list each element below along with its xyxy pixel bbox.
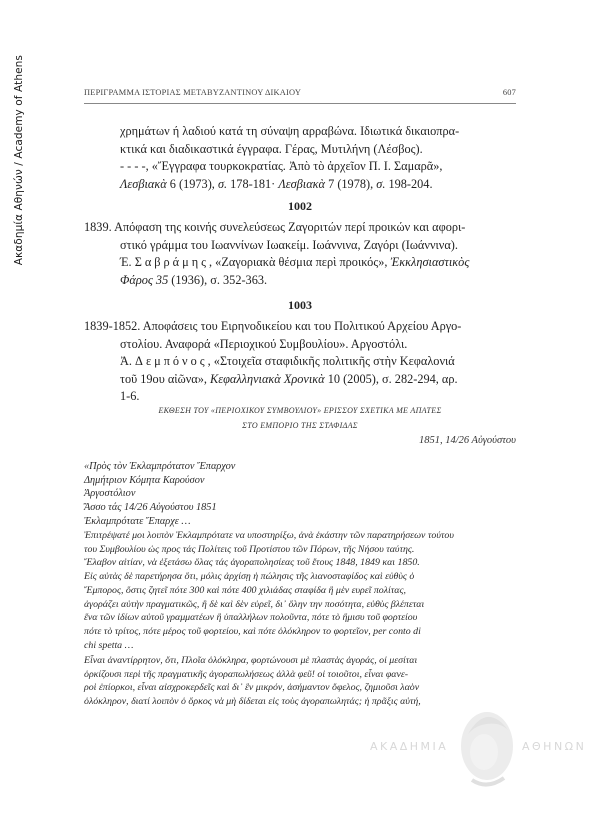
body-line: Ἔμπορος, ὅστις ζητεῖ πότε 300 καὶ πότε 400 χιλιάδας σταφίδα ἢ μὲν ευρεῖ πολίτας, [84, 584, 406, 596]
address-line: Ἀργοστόλιον [84, 488, 136, 500]
header-rule [84, 103, 516, 104]
body-line: Εἰς αὐτὰς δὲ παρετήρησα ὅτι, μόλις ἀρχίσῃ ἡ πώλησις τῆς λιανοσταφίδος καὶ εὐθὺς ὁ [84, 571, 415, 583]
body-line: του Συμβουλίου ὡς προς τάς Πολίτεις τοῦ Προτίστου τῶν Πόρων, τῆς Νήσου ταύτης. [84, 543, 415, 555]
document-date: 1851, 14/26 Αὐγούστου [418, 435, 516, 446]
text-line: στολίου. Αναφορά «Περιοχικού Συμβουλίου». Αργοστόλι. [120, 336, 408, 351]
letter-body [84, 529, 516, 652]
body-line: ὁρκίζουσι περὶ τῆς πραγματικῆς ἀγοραπωλήσεως ἀλλὰ φεῦ! οἱ τοιοῦτοι, εἶναι φανε- [84, 668, 409, 680]
text-line: κτικά και διαδικαστικά έγγραφα. Γέρας, Μυτιλήνη (Λέσβος). [120, 141, 423, 156]
address-line: Δημήτριον Κόμητα Καρούσον [84, 474, 205, 486]
text-line: - - - -, «Ἔγγραφα τουρκοκρατίας. Ἀπὸ τὸ ἀρχεῖον Π. Ι. Σαμαρᾶ», [120, 159, 443, 173]
address-line: «Πρὸς τὸν Ἐκλαμπρότατον Ἔπαρχον [84, 461, 236, 472]
document-title: ΣΤΟ ΕΜΠΟΡΙΟ ΤΗΣ ΣΤΑΦΙΔΑΣ [242, 421, 358, 430]
body-line: ἀγοράζει αὐτὴν πραγματικῶς, ἢ δὲ καὶ δὲν εὑρεῖ, δι᾽ ὅλην την ποσότητα, εὐθὺς βλέπεται [84, 598, 425, 610]
address-line: Ἄσσο τάς 14/26 Αὐγούστου 1851 [84, 502, 217, 514]
entry-1002 [84, 219, 524, 289]
body-line: πότε τὸ τρίτος, πότε μέρος τοῦ φορτείου, καὶ πότε ὁλόκληρον το φορτεῖον, per conto di [84, 625, 421, 637]
letter-address [84, 460, 516, 529]
text-line: χρημάτων ή λαδιού κατά τη σύναψη αρραβώνα. Ιδιωτικά δικαιοπρα- [120, 124, 460, 138]
citation-line: τοῦ 19ου αἰῶνα», Κεφαλληνιακὰ Χρονικὰ 10 (2005), σ. 282-294, αρ. [120, 371, 458, 386]
text-line: στικό γράμμα του Ιωαννίνων Ιωακείμ. Ιωάννινα, Ζαγόρι (Ιωάννινα). [120, 237, 458, 252]
running-title: ΠΕΡΙΓΡΑΜΜΑ ΙΣΤΟΡΙΑΣ ΜΕΤΑΒΥΖΑΝΤΙΝΟΥ ΔΙΚΑΙΟΥ [84, 88, 302, 97]
citation-line: Φάρος 35 (1936), σ. 352-363. [120, 272, 268, 287]
watermark-text: ΑΘΗΝΩΝ [522, 740, 587, 753]
entry-1003 [84, 318, 524, 406]
entry-number: 1002 [288, 199, 312, 213]
text-line: 1839. Απόφαση της κοινής συνελεύσεως Ζαγοριτών περί προικών και αφορι- [84, 220, 466, 234]
body-line: ὁλόκληρον, διατί λοιπὸν ὁ ὅρκος νὰ μὴ δίδεται εἰς τοὺς ἀγοραπωλητάς; ἡ πρᾶξις αὐτή, [84, 696, 421, 708]
address-line: Ἐκλαμπρότατε Ἔπαρχε … [84, 515, 191, 527]
body-line: Εἶναι ἀναντίρρητον, ὅτι, Πλοῖα ὁλόκληρα, φορτώνουσι μὲ πλαστὰς ἀγοράς, οἱ μεσίται [84, 655, 418, 666]
entry-number: 1003 [288, 298, 312, 312]
citation-line: Ἀ. Δεμπόνος, «Στοιχεῖα σταφιδικῆς πολιτικῆς στὴν Κεφαλονιά [120, 354, 455, 368]
page-number: 607 [502, 88, 516, 97]
document-title: ΕΚΘΕΣΗ ΤΟΥ «ΠΕΡΙΟΧΙΚΟΥ ΣΥΜΒΟΥΛΙΟΥ» ΕΡΙΣΣΟΥ ΣΧΕΤΙΚΑ ΜΕ ΑΠΑΤΕΣ [158, 406, 442, 415]
text-line: 1839-1852. Αποφάσεις του Ειρηνοδικείου και του Πολιτικού Αρχείου Αργο- [84, 319, 462, 333]
body-line: ἕνα τῶν ἰδίων αὐτοῦ γραμματέων ἢ ὑπαλλήλων πολοῦντα, πότε τὸ ἥμισυ τοῦ φορτείου [84, 612, 418, 624]
academy-watermark [370, 690, 600, 800]
text-line: Λεσβιακὰ 6 (1973), σ. 178-181· Λεσβιακὰ 7 (1978), σ. 198-204. [120, 176, 433, 191]
citation-line: 1-6. [120, 389, 140, 403]
side-stamp: Ακαδημία Αθηνών / Academy of Athens [13, 55, 25, 266]
body-line: chi spetta … [84, 639, 134, 651]
body-line: Ἐπιτρέψατέ μοι λοιπὸν Ἐκλαμπρότατε να υποστηρίξω, ἀνὰ ἑκάστην τῶν παρατηρήσεων τούτου [84, 530, 454, 541]
continuation-entry [120, 123, 520, 193]
body-line: ροὶ ἐπίορκοι, εἶναι αἰσχροκερδεῖς καὶ δι᾽ ἓν μικρόν, ἀσήμαντον ὄφελος, ζημιοῦσι λαὸν [84, 682, 420, 694]
citation-line: Έ. Σαβράμης, «Ζαγοριακὰ θέσμια περὶ προικός», Ἐκκλησιαστικὸς [120, 255, 470, 269]
body-line: Ἔλαβον αἰτίαν, νὰ ἐξετάσω ὅλας τάς ἀγοραπολησίεας τοῦ ἔτους 1848, 1849 και 1850. [84, 557, 420, 569]
watermark-text: ΑΚΑΔΗΜΙΑ [370, 740, 449, 753]
athena-head-icon [452, 694, 522, 794]
